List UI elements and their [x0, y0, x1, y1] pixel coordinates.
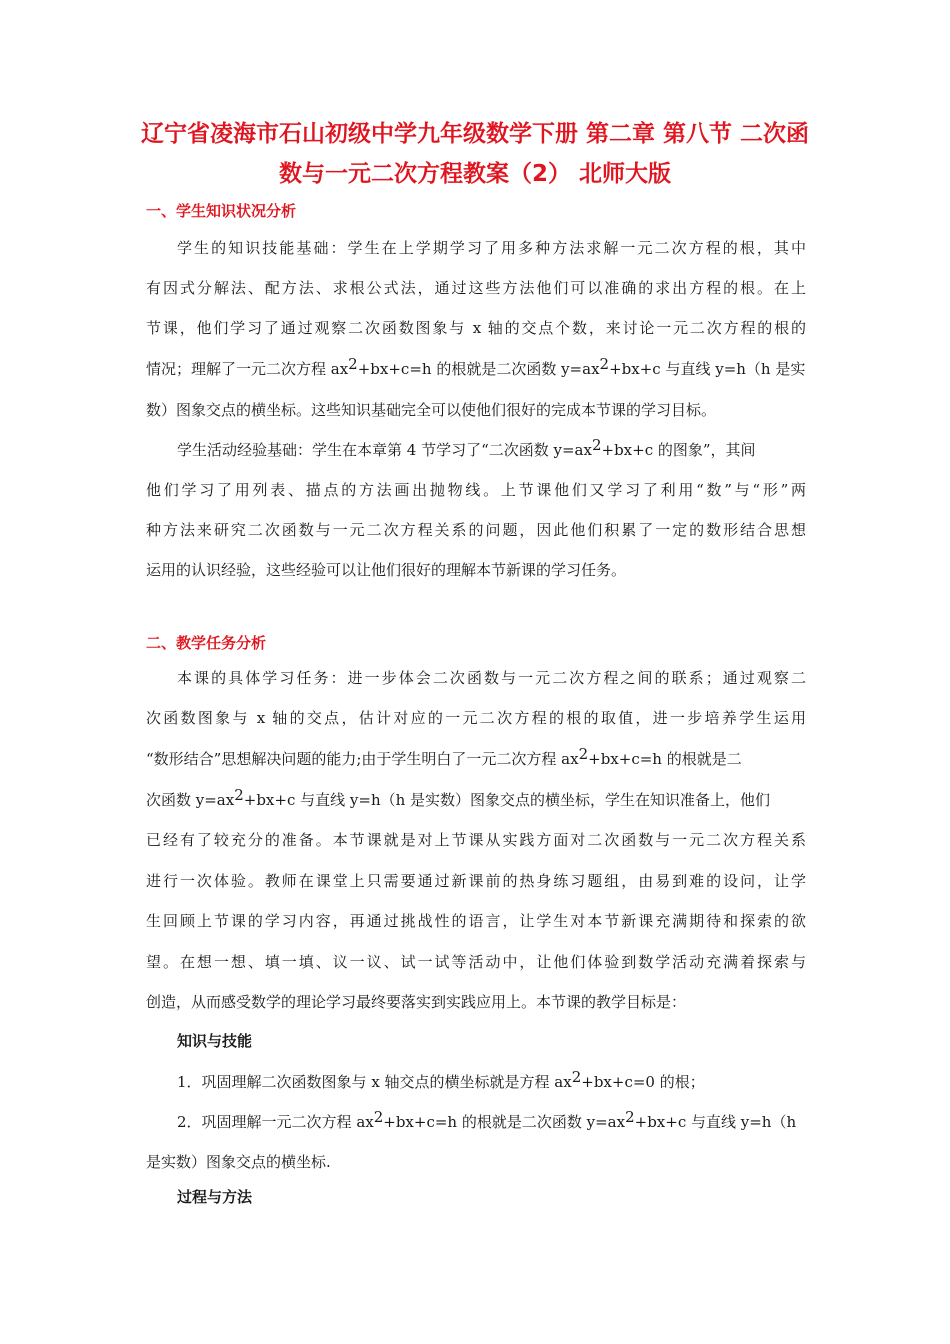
process-method-heading: 过程与方法: [177, 1188, 253, 1206]
paragraph-line: 望。在想一想、填一填、议一议、试一试等活动中，让他们体验到数学活动充满着探索与: [146, 953, 806, 971]
paragraph-line: 他们学习了用列表、描点的方法画出抛物线。上节课他们又学习了利用“数”与“形”两: [146, 481, 806, 499]
paragraph-line: 运用的认识经验，这些经验可以让他们很好的理解本节新课的学习任务。: [146, 561, 627, 579]
objective-item-2-continuation: 是实数）图象交点的横坐标.: [146, 1153, 331, 1171]
paragraph-line: 生回顾上节课的学习内容，再通过挑战性的语言，让学生对本节新课充满期待和探索的欲: [146, 912, 806, 930]
document-title: [140, 114, 810, 194]
paragraph-line-with-formula: “数形结合”思想解决问题的能力;由于学生明白了一元二次方程 $ax^2+bx+c=h$ 的根就是二: [146, 745, 742, 768]
objective-item-2: 2．巩固理解一元二次方程 $ax^2+bx+c=h$ 的根就是二次函数 $y=ax^2+bx+c$ 与直线 y=h（h: [177, 1108, 797, 1131]
paragraph-line: 创造，从而感受数学的理论学习最终要落实到实践应用上。本节课的教学目标是：: [146, 993, 687, 1011]
section-1-heading: 一、学生知识状况分析: [146, 202, 297, 220]
paragraph-line: 节课，他们学习了通过观察二次函数图象与 x 轴的交点个数，来讨论一元二次方程的根的: [146, 319, 806, 337]
title-line-1: 辽宁省凌海市石山初级中学九年级数学下册 第二章 第八节 二次函: [140, 121, 810, 147]
paragraph-line: 学生的知识技能基础：学生在上学期学习了用多种方法求解一元二次方程的根，其中: [177, 239, 806, 257]
paragraph-line: 本课的具体学习任务：进一步体会二次函数与一元二次方程之间的联系；通过观察二: [177, 669, 806, 687]
paragraph-line-with-formula: 学生活动经验基础：学生在本章第 4 节学习了“二次函数 $y=ax^2+bx+c$ 的图象”，其间: [177, 436, 756, 459]
section-2-heading: 二、教学任务分析: [146, 634, 267, 652]
paragraph-line: 进行一次体验。教师在课堂上只需要通过新课前的热身练习题组，由易到难的设问，让学: [146, 872, 806, 890]
paragraph-line: 次函数图象与 x 轴的交点，估计对应的一元二次方程的根的取值，进一步培养学生运用: [146, 709, 806, 727]
paragraph-line: 有因式分解法、配方法、求根公式法，通过这些方法他们可以准确的求出方程的根。在上: [146, 279, 806, 297]
paragraph-line-with-formula: 情况；理解了一元二次方程 $ax^2+bx+c=h$ 的根就是二次函数 $y=ax^2+bx+c$ 与直线 y=h（h 是实: [146, 355, 806, 378]
paragraph-line: 已经有了较充分的准备。本节课就是对上节课从实践方面对二次函数与一元二次方程关系: [146, 831, 806, 849]
paragraph-line: 数）图象交点的横坐标。这些知识基础完全可以使他们很好的完成本节课的学习目标。: [146, 401, 717, 419]
title-line-2: 数与一元二次方程教案（2） 北师大版: [278, 161, 671, 187]
paragraph-line: 种方法来研究二次函数与一元二次方程关系的问题，因此他们积累了一定的数形结合思想: [146, 521, 806, 539]
knowledge-skills-heading: 知识与技能: [177, 1032, 253, 1050]
paragraph-line-with-formula: 次函数 $y=ax^2+bx+c$ 与直线 y=h（h 是实数）图象交点的横坐标，学生在知识准备上，他们: [146, 786, 771, 809]
objective-item-1: 1．巩固理解二次函数图象与 x 轴交点的横坐标就是方程 $ax^2+bx+c=0$ 的根；: [177, 1068, 705, 1091]
